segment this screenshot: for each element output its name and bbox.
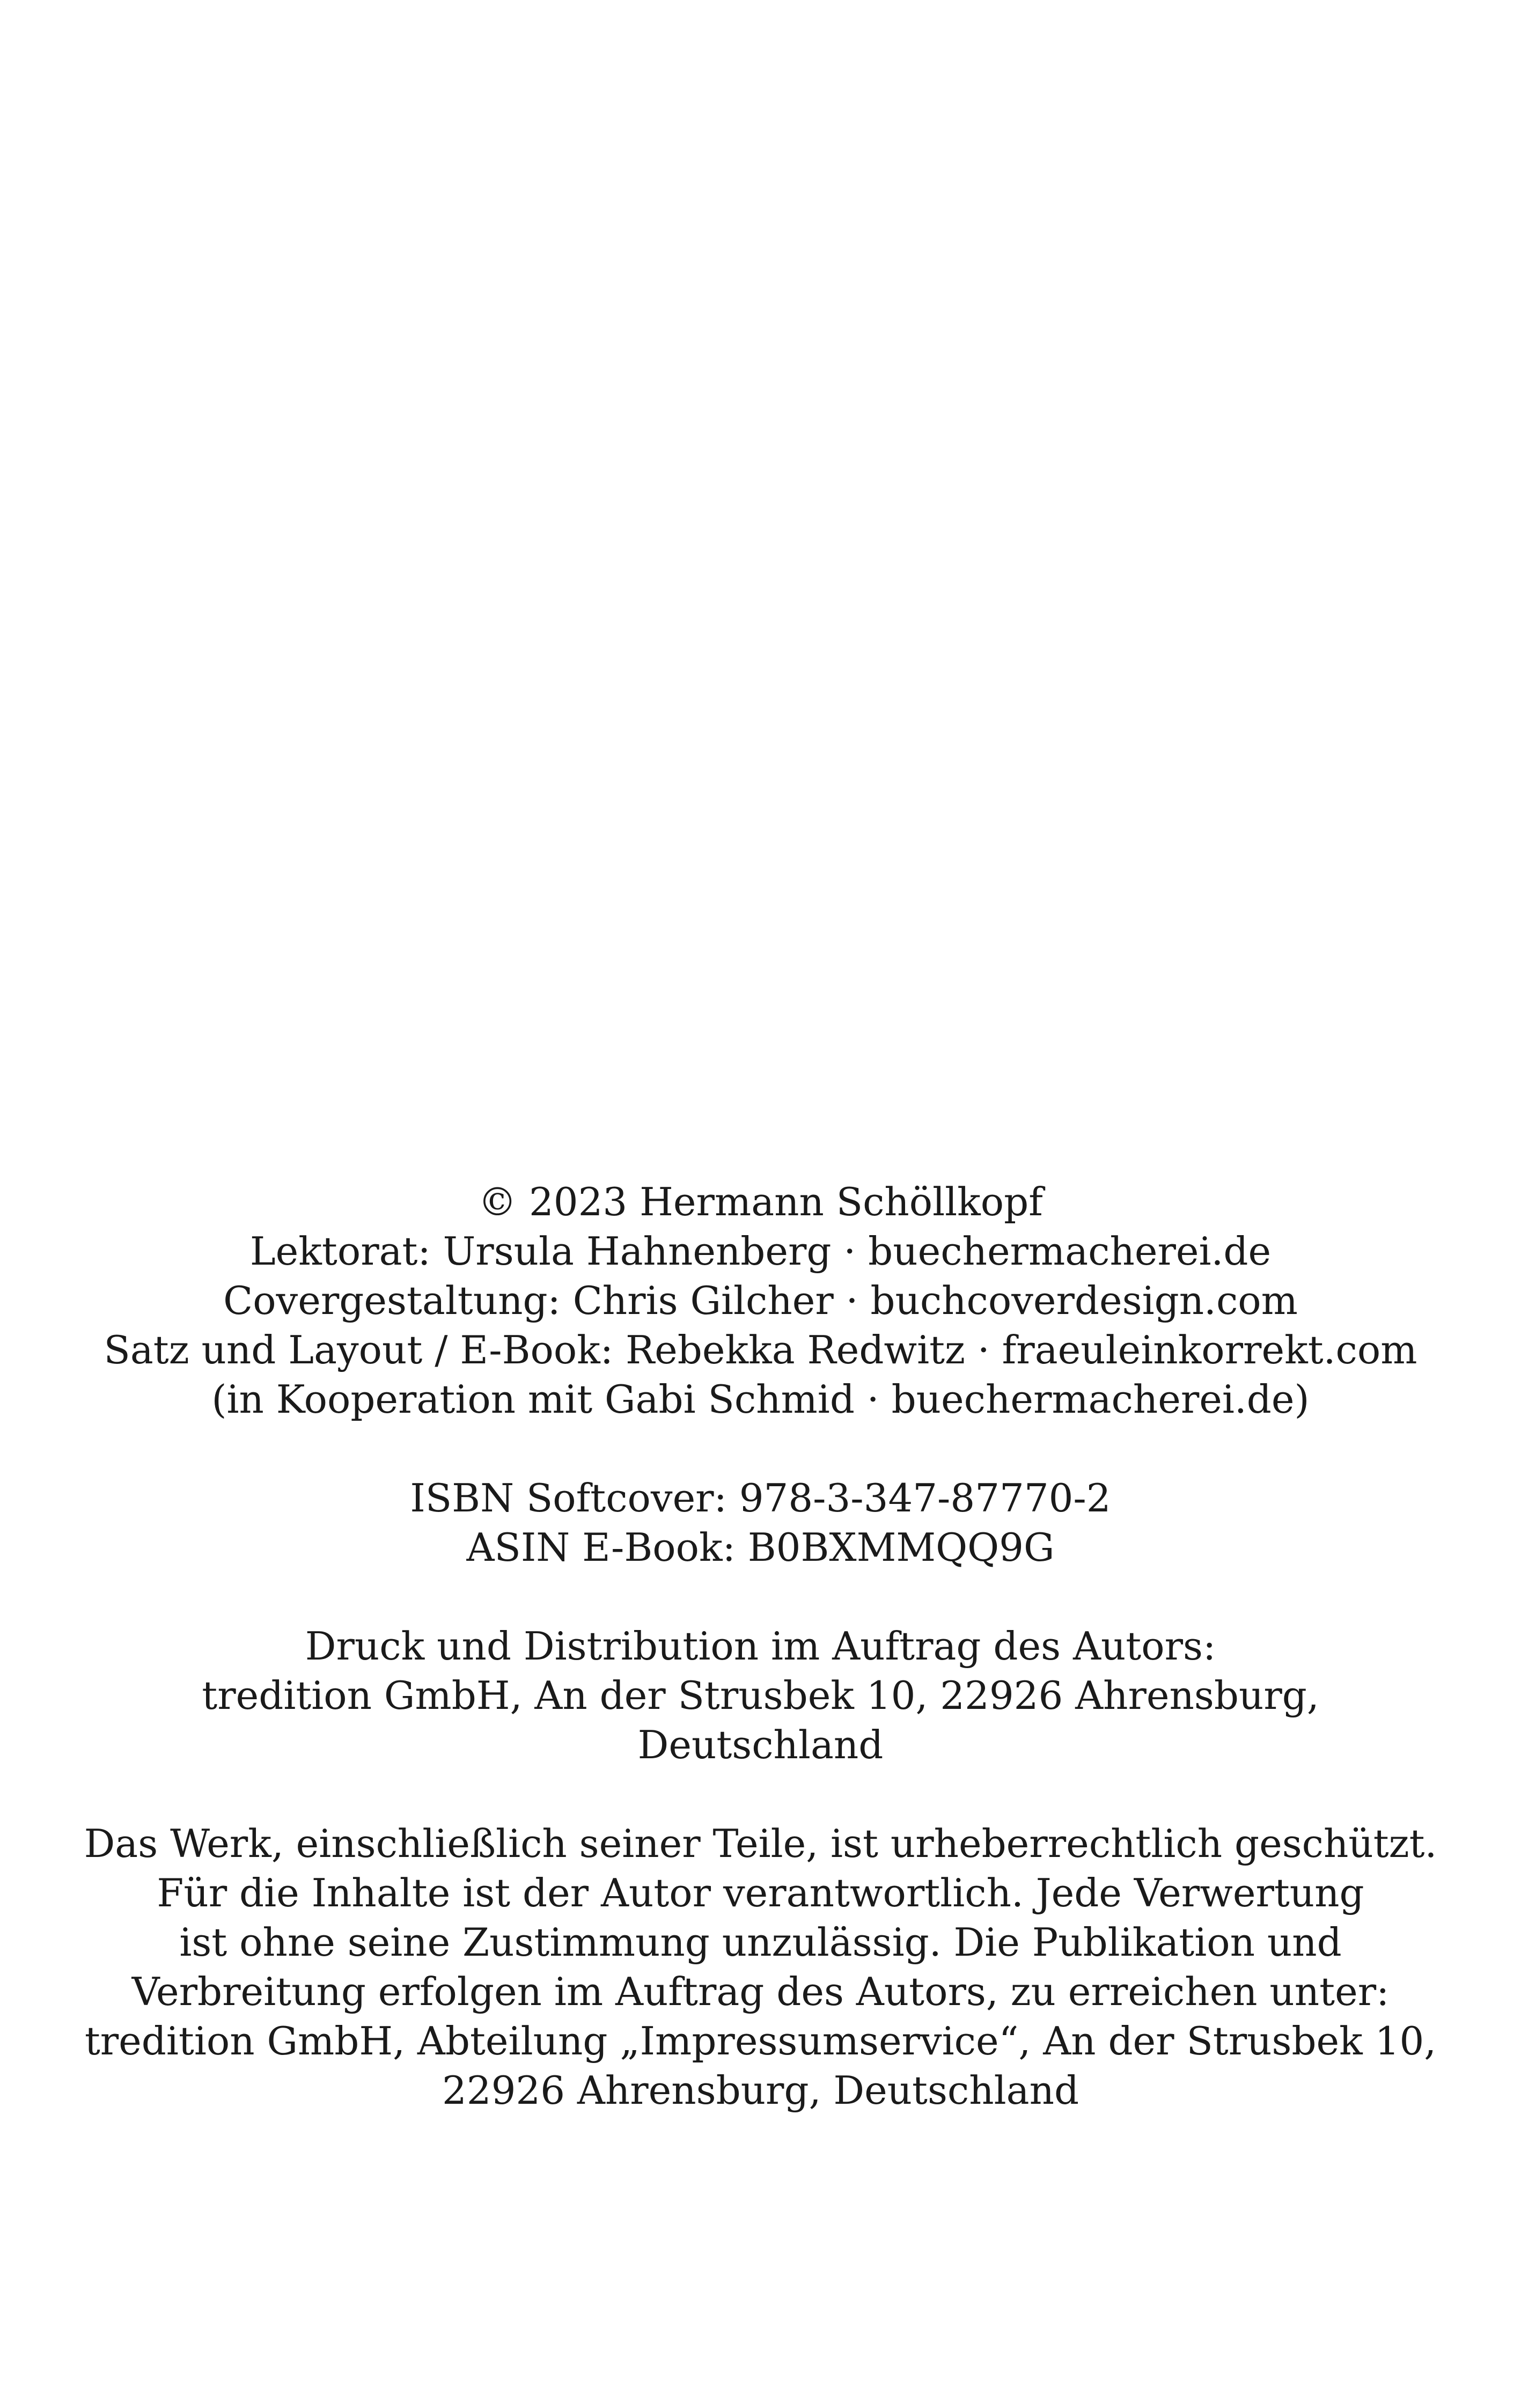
copyright-line: © 2023 Hermann Schöllkopf [478,1179,1043,1224]
credits-block [0,1177,1521,1424]
editor-line: Lektorat: Ursula Hahnenberg · buechermacherei.de [249,1229,1272,1274]
cover-design-line: Covergestaltung: Chris Gilcher · buchcoverdesign.com [223,1278,1298,1323]
distribution-block [0,1621,1521,1770]
imprint-text [0,1177,1521,2115]
cooperation-line: (in Kooperation mit Gabi Schmid · buechermacherei.de) [211,1377,1310,1422]
asin-line: ASIN E-Book: B0BXMMQQ9G [466,1525,1055,1570]
distribution-heading-line: Druck und Distribution im Auftrag des Autors: [305,1624,1216,1669]
distribution-country-line: Deutschland [637,1722,884,1767]
notice-line: ist ohne seine Zustimmung unzulässig. Die Publikation und [179,1920,1342,1965]
copyright-notice-block [0,1819,1521,2115]
notice-line: Das Werk, einschließlich seiner Teile, ist urheberrechtlich geschützt. [84,1821,1437,1866]
typesetting-line: Satz und Layout / E-Book: Rebekka Redwitz · fraeuleinkorrekt.com [104,1327,1417,1372]
distribution-address-line: tredition GmbH, An der Strusbek 10, 22926 Ahrensburg, [202,1673,1319,1718]
notice-line: 22926 Ahrensburg, Deutschland [442,2068,1079,2113]
notice-line: Verbreitung erfolgen im Auftrag des Autors, zu erreichen unter: [131,1969,1390,2014]
isbn-line: ISBN Softcover: 978-3-347-87770-2 [410,1475,1111,1521]
notice-line: Für die Inhalte ist der Autor verantwortlich. Jede Verwertung [157,1870,1364,1915]
notice-line: tredition GmbH, Abteilung „Impressumservice“, An der Strusbek 10, [84,2018,1437,2064]
identifiers-block [0,1473,1521,1572]
